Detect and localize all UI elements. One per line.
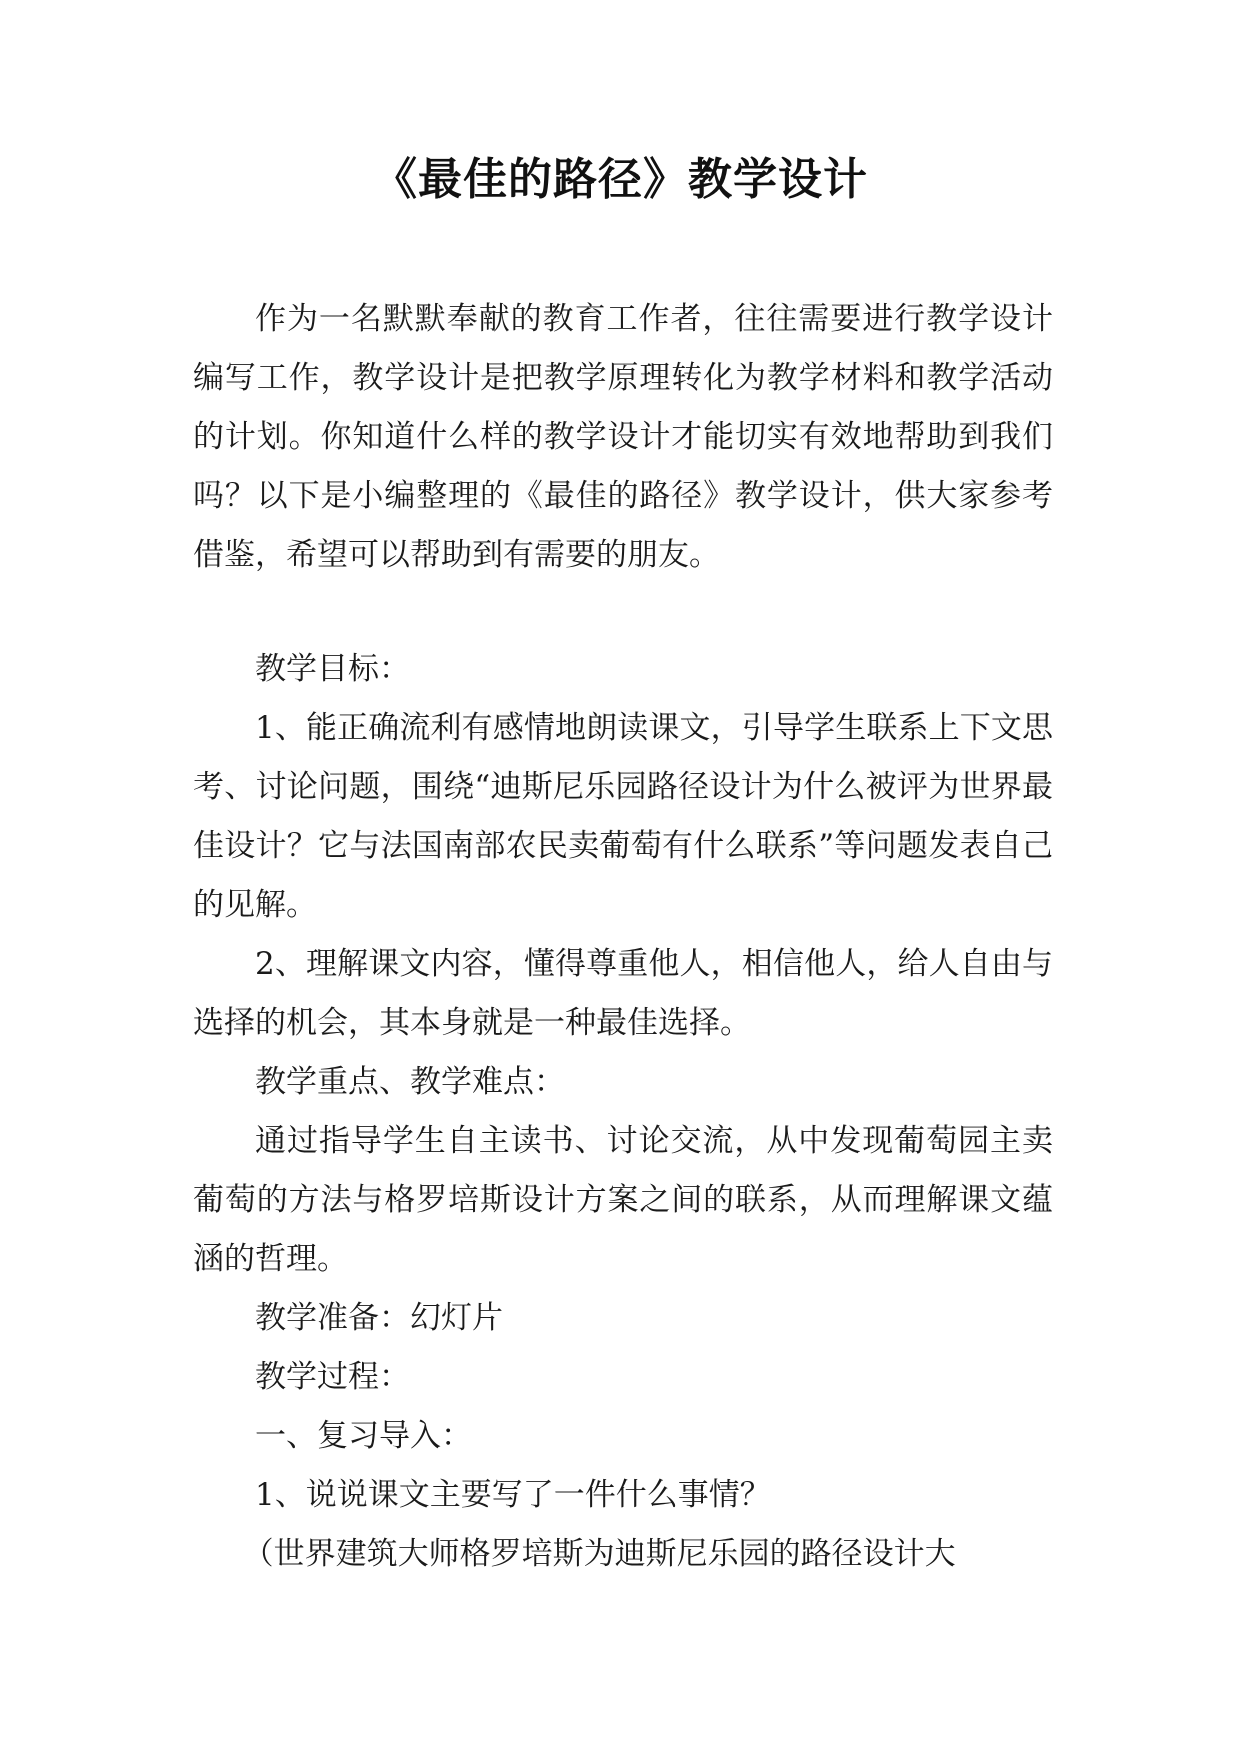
heading-teaching-process: 教学过程： [255, 1359, 410, 1395]
document-title: 《最佳的路径》教学设计 [373, 154, 868, 205]
process-question-1: 1、说说课文主要写了一件什么事情？ [255, 1477, 771, 1513]
intro-paragraph: 作为一名默默奉献的教育工作者，往往需要进行教学设计编写工作，教学设计是把教学原理转化为教学材料和教学活动的计划。你知道什么样的教学设计才能切实有效地帮助到我们吗？以下是小编整理的《最佳的路径》教学设计，供大家参考借鉴，希望可以帮助到有需要的朋友。 [193, 301, 1053, 573]
heading-key-points: 教学重点、教学难点： [255, 1064, 565, 1100]
heading-review-intro: 一、复习导入： [255, 1418, 472, 1454]
heading-teaching-goals: 教学目标： [255, 651, 410, 687]
key-points-paragraph: 通过指导学生自主读书、讨论交流，从中发现葡萄园主卖葡萄的方法与格罗培斯设计方案之间的联系，从而理解课文蕴涵的哲理。 [193, 1123, 1053, 1277]
process-answer-1: （世界建筑大师格罗培斯为迪斯尼乐园的路径设计大 [242, 1536, 956, 1572]
content-section [193, 640, 1053, 1584]
intro-section [193, 290, 1053, 585]
goal-item-1: 1、能正确流利有感情地朗读课文，引导学生联系上下文思考、讨论问题，围绕“迪斯尼乐园路径设计为什么被评为世界最佳设计？它与法国南部农民卖葡萄有什么联系”等问题发表自己的见解。 [193, 710, 1053, 923]
goal-item-2: 2、理解课文内容，懂得尊重他人，相信他人，给人自由与选择的机会，其本身就是一种最佳选择。 [193, 946, 1053, 1041]
teaching-preparation: 教学准备：幻灯片 [255, 1300, 503, 1336]
